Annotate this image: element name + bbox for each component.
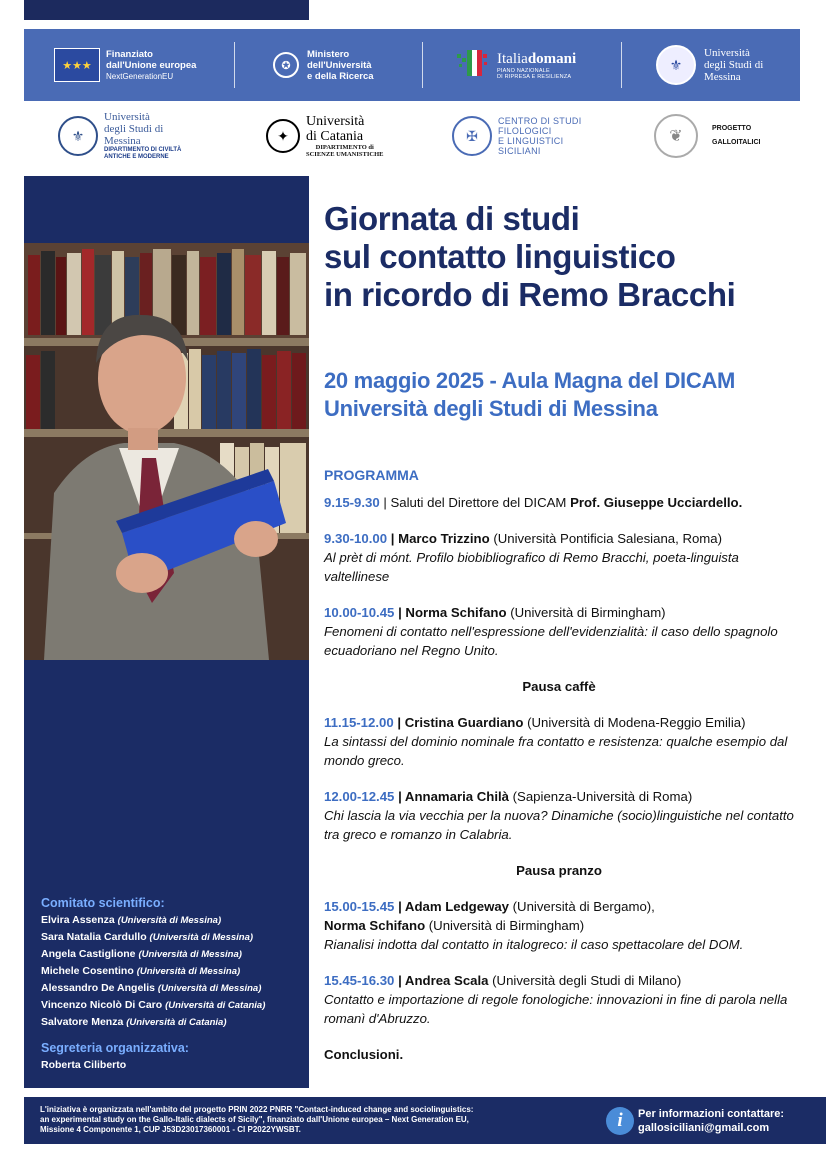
catania-logo: ✦ Università di Catania DIPARTIMENTO di SCIENZE UMANISTICHE [266, 104, 383, 168]
committee-member: Elvira Assenza (Università di Messina) [41, 914, 222, 926]
committee-member: Angela Castiglione (Università di Messina) [41, 948, 242, 960]
programme-item: 12.00-12.45 | Annamaria Chilà (Sapienza-Università di Roma) Chi lascia la via vecchia per la nuova? Dinamiche (socio)linguistiche nel contatto tra greco e romanzo in Calabria. [324, 789, 794, 842]
scientific-committee [41, 896, 303, 1074]
committee-member: Sara Natalia Cardullo (Università di Messina) [41, 931, 254, 943]
italia-flag-icon [453, 48, 493, 82]
programme-item: 9.15-9.30 | Saluti del Direttore del DICAM Prof. Giuseppe Ucciardello. [324, 495, 743, 510]
programme-item: 15.00-15.45 | Adam Ledgeway (Università di Bergamo), Norma Schifano (Università di Birmingham) Rianalisi indotta dal contatto in italogreco: il caso spettacolare del DOM. [324, 899, 744, 952]
contact-email[interactable]: gallosiciliani@gmail.com [638, 1122, 770, 1134]
programme [324, 466, 794, 1064]
committee-member: Vincenzo Nicolò Di Caro (Università di Catania) [41, 999, 266, 1011]
catania-seal-icon: ✦ [266, 119, 300, 153]
unime-seal-icon: ⚜ [656, 45, 696, 85]
ministero-logo: ✪ Ministero dell'Università e della Ricerca [235, 29, 422, 101]
programme-item: 15.45-16.30 | Andrea Scala (Università degli Studi di Milano) Contatto e importazione di regole fonologiche: innovazioni in fine di parola nella romanì d'Abruzzo. [324, 973, 788, 1026]
republic-emblem-icon: ✪ [273, 52, 299, 78]
event-date-venue: 20 maggio 2025 - Aula Magna del DICAM Università degli Studi di Messina [324, 368, 736, 421]
galloitalici-seal-icon: ❦ [654, 114, 698, 158]
programme-item: 9.30-10.00 | Marco Trizzino (Università Pontificia Salesiana, Roma) Al prèt di mónt. Profilo biobibliografico di Remo Bracchi, poeta-linguista valtellinese [324, 531, 739, 584]
footer-bar [24, 1097, 826, 1144]
funding-logo-bar [24, 29, 800, 101]
unime-seal-icon: ⚜ [58, 116, 98, 156]
committee-member: Alessandro De Angelis (Università di Messina) [41, 982, 262, 994]
conclusions: Conclusioni. [324, 1047, 404, 1062]
dicam-logo: ⚜ Università degli Studi di Messina DIPARTIMENTO DI CIVILTÀ ANTICHE E MODERNE [58, 104, 181, 168]
info-icon: i [606, 1107, 634, 1135]
funding-note: L'iniziativa è organizzata nell'ambito del progetto PRIN 2022 PNRR "Contact-induced change and sociolinguistics: an experimental study on the Gallo-Italic dialects of Sicily", finanziato dall'Unione europea – Next Generation EU, Missione 4 Componente 1, CUP J53D23017360001 - CI P2022YWSBT. [40, 1105, 474, 1134]
event-title: Giornata di studi sul contatto linguistico in ricordo di Remo Bracchi [324, 200, 736, 313]
eu-logo: ★★★ Finanziato dall'Unione europea NextGenerationEU [24, 29, 234, 101]
lunch-break: Pausa pranzo [516, 863, 602, 878]
galloitalici-logo: ❦ PROGETTO GALLOITALICI [654, 104, 760, 168]
secretariat-member: Roberta Ciliberto [41, 1059, 127, 1071]
unime-logo: ⚜ Università degli Studi di Messina [622, 29, 763, 101]
top-accent-block [24, 0, 309, 20]
eu-stars-icon: ★★★ [54, 48, 100, 82]
partner-logo-row [24, 104, 800, 168]
portrait-photo [24, 243, 309, 660]
programme-heading: PROGRAMMA [324, 467, 419, 483]
committee-member: Michele Cosentino (Università di Messina) [41, 965, 241, 977]
programme-item: 10.00-10.45 | Norma Schifano (Università di Birmingham) Fenomeni di contatto nell'espressione dell'evidenzialità: il caso dello spagnolo ecuadoriano nel Regno Unito. [324, 605, 778, 658]
committee-member: Salvatore Menza (Università di Catania) [41, 1016, 227, 1028]
italiadomani-logo: Italiadomani PIANO NAZIONALE DI RIPRESA E RESILIENZA [423, 29, 621, 101]
committee-heading: Comitato scientifico: [41, 896, 165, 910]
secretariat-heading: Segreteria organizzativa: [41, 1041, 189, 1055]
centro-studi-logo: ✠ CENTRO DI STUDI FILOLOGICI E LINGUISTICI SICILIANI [452, 104, 582, 168]
coffee-break: Pausa caffè [522, 679, 596, 694]
portrait-illustration [24, 243, 309, 660]
eagle-emblem-icon: ✠ [452, 116, 492, 156]
programme-item: 11.15-12.00 | Cristina Guardiano (Università di Modena-Reggio Emilia) La sintassi del dominio nominale fra contatto e resistenza: qualche esempio dal mondo greco. [324, 715, 788, 768]
contact-info: Per informazioni contattare: gallosiciliani@gmail.com [638, 1108, 785, 1134]
